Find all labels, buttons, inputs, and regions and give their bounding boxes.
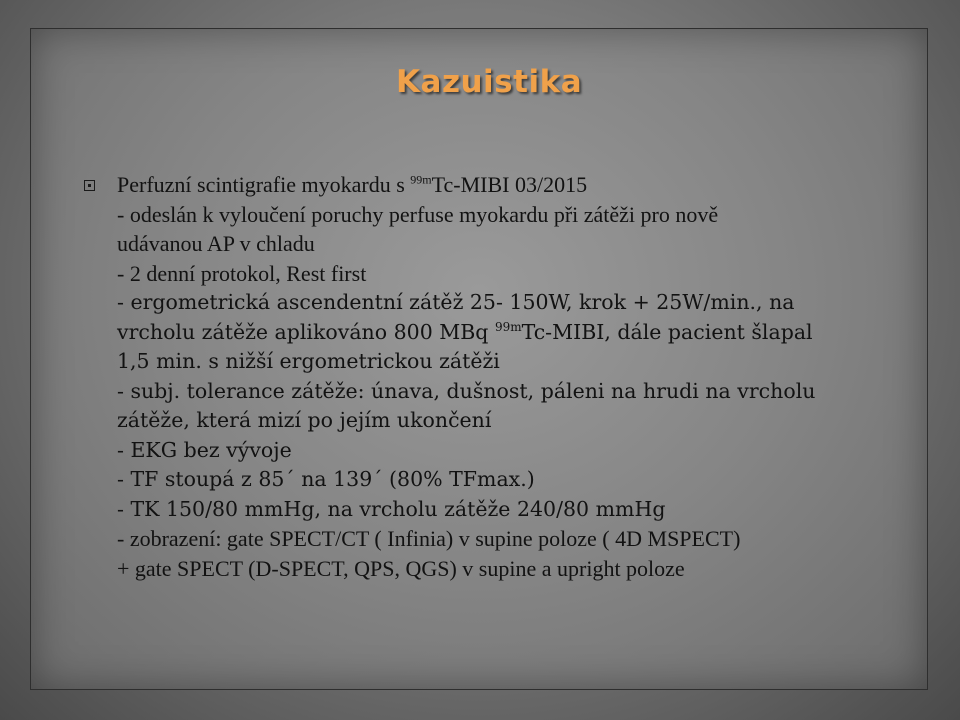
text-line: zátěže, která mizí po jejím ukončení	[117, 408, 492, 432]
slide-body	[117, 170, 907, 583]
text-line: - subj. tolerance zátěže: únava, dušnost, páleni na hrudi na vrcholu	[117, 378, 816, 403]
slide-title: Kazuistika	[396, 64, 583, 100]
text-line: 1,5 min. s nižší ergometrickou zátěži	[117, 349, 500, 373]
text-line: - zobrazení: gate SPECT/CT ( Infinia) v supine poloze ( 4D MSPECT)	[117, 526, 741, 551]
text-line: - 2 denní protokol, Rest first	[117, 260, 367, 286]
text-line: udávanou AP v chladu	[117, 231, 315, 256]
square-bullet-icon	[84, 180, 95, 191]
text-line: - ergometrická ascendentní zátěž 25- 150W, krok + 25W/min., na	[117, 290, 795, 314]
text-line: - TF stoupá z 85´ na 139´ (80% TFmax.)	[117, 467, 535, 491]
text-line: + gate SPECT (D-SPECT, QPS, QGS) v supine a upright poloze	[117, 555, 685, 581]
text-line: - EKG bez vývoje	[117, 437, 292, 462]
text-line: - odeslán k vyloučení poruchy perfuse myokardu při zátěži pro nově	[117, 201, 719, 227]
text-line: Perfuzní scintigrafie myokardu s $^{99m}$Tc-MIBI 03/2015	[117, 172, 588, 197]
text-line: - TK 150/80 mmHg, na vrcholu zátěže 240/80 mmHg	[117, 496, 666, 521]
text-line: vrcholu zátěže aplikováno 800 MBq $^{99m}$Tc-MIBI, dále pacient šlapal	[117, 319, 813, 344]
